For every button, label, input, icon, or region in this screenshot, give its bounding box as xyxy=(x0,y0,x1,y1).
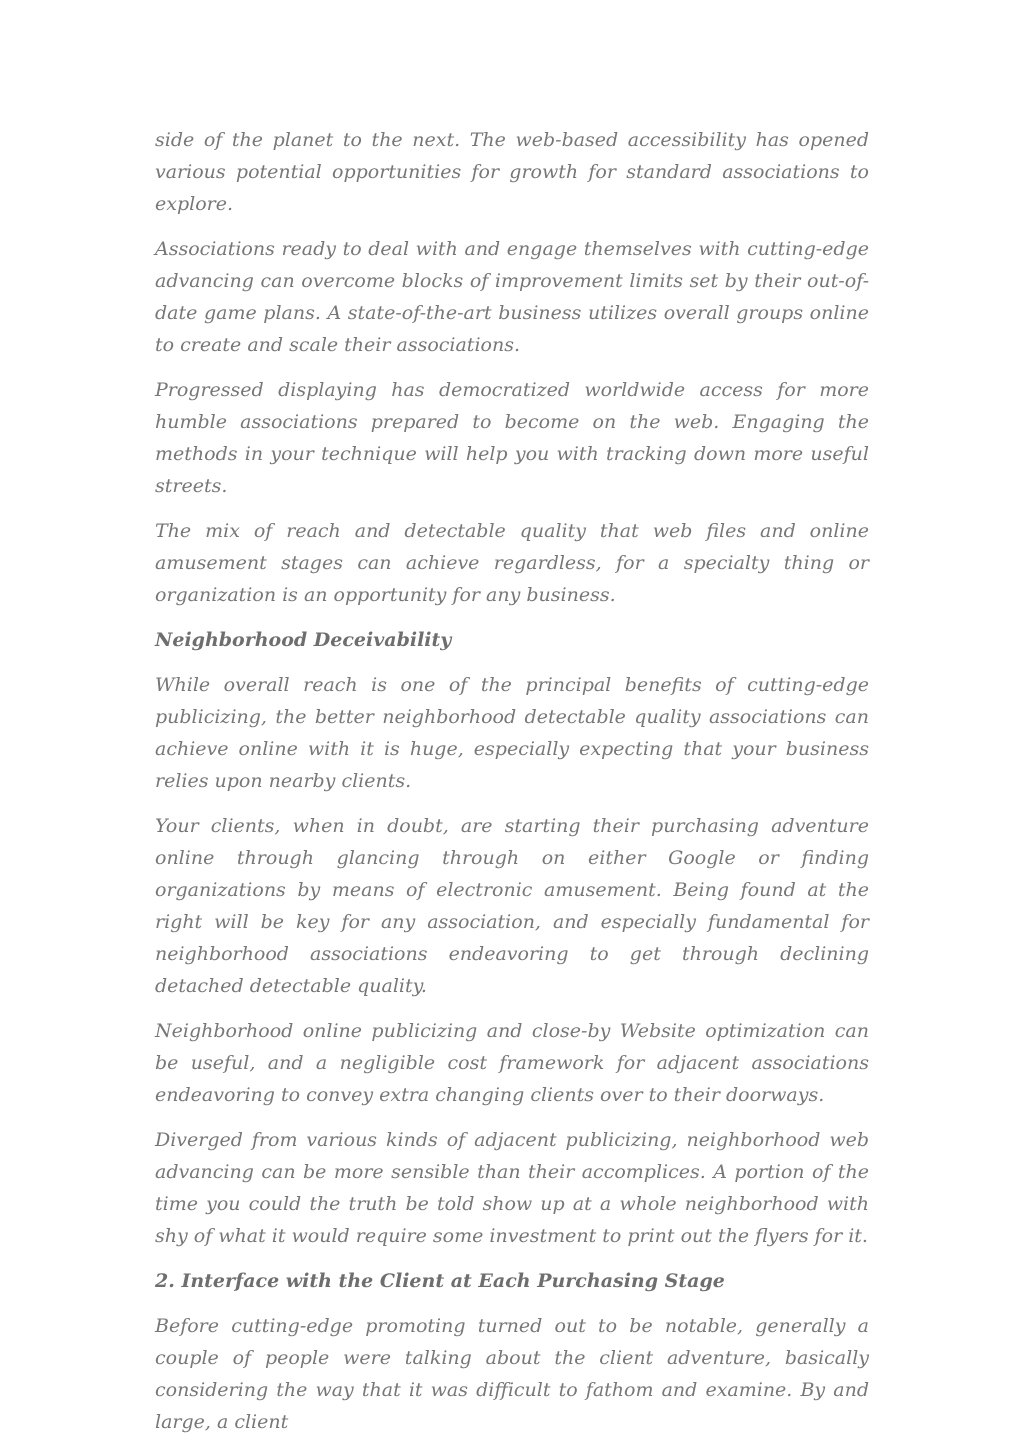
paragraph: side of the planet to the next. The web-based accessibility has opened various potential opportunities for growth for standard associations to explore. xyxy=(155,129,869,215)
section-heading: 2. Interface with the Client at Each Purchasing Stage xyxy=(155,1270,725,1292)
paragraph: Before cutting-edge promoting turned out to be notable, generally a couple of people were talking about the client adventure, basically considering the way that it was difficult to fathom and examine. By and large, a client xyxy=(155,1315,869,1433)
section-heading: Neighborhood Deceivability xyxy=(155,629,452,651)
paragraph: Neighborhood online publicizing and close-by Website optimization can be useful, and a negligible cost framework for adjacent associations endeavoring to convey extra changing clients over to their doorways. xyxy=(155,1020,869,1106)
paragraph: While overall reach is one of the principal benefits of cutting-edge publicizing, the better neighborhood detectable quality associations can achieve online with it is huge, especially expecting that your business relies upon nearby clients. xyxy=(155,674,869,792)
paragraph: Associations ready to deal with and engage themselves with cutting-edge advancing can overcome blocks of improvement limits set by their out-of-date game plans. A state-of-the-art business utilizes overall groups online to create and scale their associations. xyxy=(155,238,869,356)
paragraph: Diverged from various kinds of adjacent publicizing, neighborhood web advancing can be more sensible than their accomplices. A portion of the time you could the truth be told show up at a whole neighborhood with shy of what it would require some investment to print out the flyers for it. xyxy=(155,1129,869,1247)
paragraph: Your clients, when in doubt, are starting their purchasing adventure online through glancing through on either Google or finding organizations by means of electronic amusement. Being found at the right will be key for any association, and especially fundamental for neighborhood associations endeavoring to get through declining detached detectable quality. xyxy=(155,815,869,997)
document-page xyxy=(155,124,869,1451)
paragraph: Progressed displaying has democratized worldwide access for more humble associations prepared to become on the web. Engaging the methods in your technique will help you with tracking down more useful streets. xyxy=(155,379,869,497)
paragraph: The mix of reach and detectable quality that web files and online amusement stages can achieve regardless, for a specialty thing or organization is an opportunity for any business. xyxy=(155,520,869,606)
